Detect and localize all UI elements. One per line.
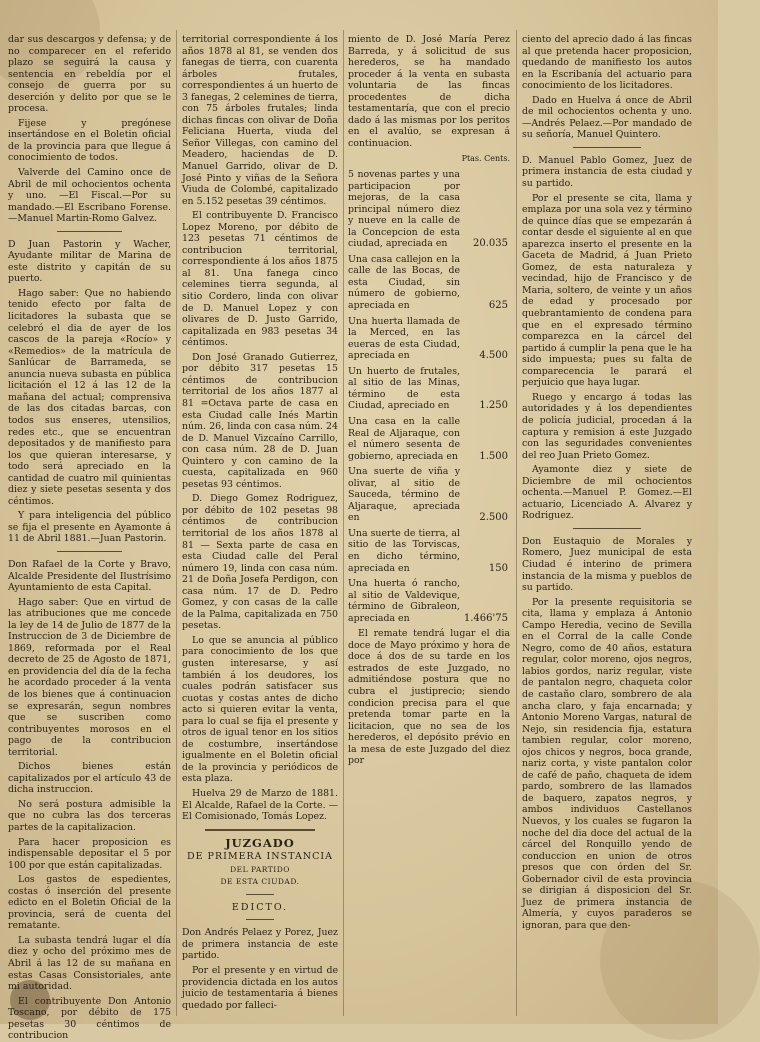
section-title: JUZGADO (225, 835, 295, 850)
paragraph: miento de D. José María Perez Barreda, y á solicitud de sus herederos, se ha mandado proceder á la venta en subasta voluntaria de las fincas procedentes de dicha testamentaría, que con el precio dado á las mismas por los peritos en el avalúo, se expresan á continuacion. (348, 34, 510, 149)
paragraph: Por el presente se cita, llama y emplaza por una sola vez y término de quince días que se empezarán á contar desde el siguiente al en que aparezca inserto el presente en la Gaceta de Madrid, á Juan Prieto Gomez, de esta naturaleza y vecindad, hijo de Francisco y de Maria, soltero, de veinte y un años de edad y procesado por quebrantamiento de condena para que en el expresado término comparezca en la cárcel del partido á cumplir la pena que le ha sido impuesta; pues su falta de comparecencia le parará el perjuicio que haya lugar. (522, 192, 692, 389)
section-divider (573, 147, 641, 148)
notice-heading: D Juan Pastorin y Wacher, Ayudante militar de Marina de este distrito y capitán de su puerto. (8, 238, 171, 285)
lot-item (348, 466, 510, 524)
column-4 (522, 34, 692, 1014)
lot-item (348, 316, 510, 362)
lot-item (348, 416, 510, 462)
lot-amount: 1.466'75 (463, 612, 508, 624)
paragraph: No será postura admisible la que no cubra las dos terceras partes de la capitalizacion. (8, 798, 171, 833)
notice-heading: Don Eustaquio de Morales y Romero, Juez municipal de esta Ciudad é interino de primera instancia de la misma y pueblos de su partido. (522, 535, 692, 594)
paragraph: Para hacer proposicion es indispensable depositar el 5 por 100 por que están capitalizadas. (8, 836, 171, 871)
paragraph: Y para inteligencia del público se fija el presente en Ayamonte á 11 de Abril 1881.—Juan Pastorin. (8, 510, 171, 545)
paragraph: Lo que se anuncia al público para conocimiento de los que gusten interesarse, y así también á los deudores, los cuales podrán satisfacer sus cuotas y costas antes de dicho acto si quieren evitar la venta, para lo cual se fija el presente y otros de igual tenor en los sitios de costumbre, insertándose igualmente en el Boletin oficial de la provincia y periódicos de esta plaza. (182, 634, 338, 785)
paragraph: Ruego y encargo á todas las autoridades y á los dependientes de policía judicial, procedan á la captura y remision á este Juzgado con las seguridades convenientes del reo Juan Prieto Gomez. (522, 391, 692, 461)
paragraph: El remate tendrá lugar el dia doce de Mayo próximo y hora de doce á dos de su tarde en los estrados de este Juzgado, no admitiéndose postura que no cubra el justiprecio; siendo condicion precisa para el que pretenda tomar parte en la licitacion, que no sea de los herederos, el depósito prévio en la mesa de este Juzgado del diez por (348, 628, 510, 767)
lot-amount: 625 (488, 300, 508, 312)
paragraph: Por la presente requisitoria se cita, llama y emplaza á Antonio Campo Heredia, vecino de Sevilla en el Corral de la calle Conde Negro, como de 40 años, estatura regular, color moreno, ojos negros, labios gordos, nariz regular, viste de pantalon negro, chaqueta color de castaño claro, sombrero de ala ancha claro, y faja encarnada; y Antonio Moreno Vargas, natural de Nejo, sin residencia fija, estatura tambien regular, color moreno, ojos chicos y negros, boca grande, nariz corta, y viste pantalon color de café de paño, chaqueta de idem pardo, sombrero de las llamados de baquero, zapatos negros, y ambos individuos Castellanos Nuevos, y los cuales se fugaron la noche del dia doce del actual de la cárcel del Ronquillo yendo de conduccion en union de otros presos que con órden del Sr. Gobernador civil de esta provincia se dirigian á disposicion del Sr. Juez de primera instancia de Almería, y cuyos paraderos se ignoran, para que den- (522, 596, 692, 931)
amount-column-header: Ptas. Cents. (461, 154, 510, 164)
lot-amount: 1.500 (479, 450, 508, 462)
lot-description: Una casa callejon en la calle de las Bocas, de esta Ciudad, sin número de gobierno, apreciada en (348, 253, 460, 312)
lot-amount: 150 (488, 562, 508, 574)
section-subtitle: DEL PARTIDO (230, 864, 290, 874)
notice-heading: D. Manuel Pablo Gomez, Juez de primera instancia de esta ciudad y su partido. (522, 154, 692, 190)
notice-heading: Don Andrés Pelaez y Porez, Juez de primera instancia de este partido. (182, 927, 338, 962)
paragraph: El contribuyente D. Francisco Lopez Moreno, por débito de 123 pesetas 71 céntimos de contribucion territorial, correspondiente á los años 1875 al 81. Una fanega cinco celemines tierra segunda, al sitio Cordero, linda con olivar de D. Manuel Lopez y con olivares de D. Justo Garrido, capitalizada en 983 pesetas 34 céntimos. (182, 210, 338, 349)
paragraph: Los gastos de espedientes, costas ó inserción del presente edicto en el Boletin Oficial de la provincia, será de cuenta del rematante. (8, 874, 171, 932)
paragraph: dar sus descargos y defensa; y de no comparecer en el referido plazo se seguirá la causa y sentencia en rebeldía por el consejo de guerra por su deserción y delito por que se le procesa. (8, 34, 171, 115)
lot-item (348, 366, 510, 412)
lot-item (348, 578, 510, 624)
paragraph: Dichos bienes están capitalizados por el artículo 43 de dicha instruccion. (8, 761, 171, 796)
lot-amount: 1.250 (479, 400, 508, 412)
lot-description: Una suerte de tierra, al sitio de las Torviscas, en dicho término, apreciada en (348, 527, 460, 574)
paragraph: territorial correspondiente á los años 1878 al 81, se venden dos fanegas de tierra, con cuarenta árboles frutales, correspondientes á un huerto de 3 fanegas, 2 celemines de tierra, con 75 árboles frutales; linda dichas fincas con olivar de Doña Feliciana Huerta, viuda del Señor Villegas, con camino del Meadero, haciendas de D. Manuel Garrido, olivar de D. José Pinto y viñas de la Señora Viuda de Colombé, capitalizado en 5.152 pesetas 39 céntimos. (182, 34, 338, 207)
section-divider (57, 231, 122, 232)
lot-item (348, 169, 510, 250)
paragraph: Hago saber: Que no habiendo tenido efecto por falta de licitadores la subasta que se celebró el dia de ayer de los cascos de la pareja «Rocío» y «Remedios» de la matrícula de Sanlúcar de Barrameda, se anuncia nueva subasta en pública licitación el 12 á las 12 de la mañana del actual; comprensiva de las dos citadas barcas, con todos sus enseres, utensilios, redes etc., que se encuentran depositados y de manifiesto para los que quieran interesarse, y todo será apreciado en la cantidad de cuatro mil quinientas diez y siete pesetas sesenta y dos céntimos. (8, 287, 171, 507)
column-2 (182, 34, 338, 1014)
lot-description: Una suerte de viña y olivar, al sitio de Sauceda, término de Aljaraque, apreciada en (348, 466, 460, 524)
paragraph: Huelva 29 de Marzo de 1881. El Alcalde, Rafael de la Corte. —El Comisionado, Tomás Lopez. (182, 788, 338, 823)
section-subtitle: DE ESTA CIUDAD. (220, 877, 300, 887)
lot-item (348, 254, 510, 312)
section-divider (205, 829, 314, 831)
section-divider (573, 528, 641, 529)
column-rule (343, 30, 344, 1016)
column-3 (348, 34, 510, 1014)
lot-item (348, 528, 510, 574)
section-subtitle: DE PRIMERA INSTANCIA (186, 851, 333, 863)
lot-description: Una huerta ó rancho, al sitio de Valdevique, término de Gibraleon, apreciada en (348, 578, 460, 624)
lot-amount: 4.500 (479, 350, 508, 362)
lot-description: Una huerta llamada de la Merced, en las eueras de esta Ciudad, apreciada en (348, 315, 460, 362)
paragraph: La subasta tendrá lugar el día diez y ocho del próximo mes de Abril á las 12 de su mañana en estas Casas Consistoriales, ante mi autoridad. (8, 934, 171, 993)
paragraph: Hago saber: Que en virtud de las atribuciones que me concede la ley de 14 de Julio de 1877 de la Instruccion de 3 de Diciembre de 1869, reformada por el Real decreto de 25 de Agosto de 1871, en providencia del día de la fecha he acordado proceder á la venta de los bienes que á continuacion se expresarán, segun nombres que se suscriben como contribuyentes morosos en el pago de la contribucion territorial. (8, 596, 171, 758)
paragraph: El contribuyente Don Antonio Toscano, por débito de 175 pesetas 30 céntimos de contribucion (8, 995, 171, 1042)
paragraph: Dado en Huelva á once de Abril de mil ochocientos ochenta y uno.—Andrés Pelaez.—Por mandado de su señoría, Manuel Quintero. (522, 94, 692, 141)
lot-description: Una casa en la calle Real de Aljaraque, con el número sesenta de gobierno, apreciada en (348, 415, 460, 462)
section-divider (246, 919, 274, 920)
paragraph: Don José Granado Gutierrez, por débito 317 pesetas 15 céntimos de contribucion territorial de los años 1877 al 81 =Octava parte de casa en esta Ciudad calle Inés Martin núm. 26, linda con casa núm. 24 de D. Manuel Vizcaíno Carrillo, con casa núm. 28 de D. Juan Quintero y con camino de la cuesta, capitalizada en 960 pesetas 93 céntimos. (182, 351, 338, 490)
lot-description: 5 novenas partes y una participacion por mejoras, de la casa principal número diez y nueve en la calle de la Concepcion de esta ciudad, apreciada en (348, 169, 460, 250)
lot-amount: 20.035 (473, 238, 508, 250)
column-rule (176, 30, 177, 1016)
paragraph: ciento del aprecio dado á las fincas al que pretenda hacer proposicion, quedando de manifiesto los autos en la Escribanía del actuario para conocimiento de los licitadores. (522, 34, 692, 92)
paragraph: Fijese y pregónese insertándose en el Boletin oficial de la provincia para que llegue á conocimiento de todos. (8, 117, 171, 164)
paragraph: Valverde del Camino once de Abril de mil ochocientos ochenta y uno. —El Fiscal.—Por su mandado.—El Escribano Forense.—Manuel Martin-Romo Galvez. (8, 167, 171, 225)
paragraph: Por el presente y en virtud de providencia dictada en los autos juicio de testamentaria á bienes quedado por falleci- (182, 965, 338, 1011)
column-rule (516, 30, 517, 1016)
paragraph: Ayamonte diez y siete de Diciembre de mil ochocientos ochenta.—Manuel P. Gomez.—El actuario, Licenciado A. Alvarez y Rodriguez. (522, 464, 692, 522)
edict-heading: EDICTO. (231, 901, 289, 913)
section-divider (246, 894, 274, 895)
paragraph: D. Diego Gomez Rodriguez, por débito de 102 pesetas 98 céntimos de contribucion territorial de los años 1878 al 81 — Sexta parte de casa en esta Ciudad calle del Peral número 19, linda con casa núm. 21 de Doña Josefa Perdigon, con casa núm. 17 de D. Pedro Gomez, y con casas de la calle de la Palma, capitalizada en 750 pesetas. (182, 493, 338, 632)
section-divider (57, 551, 122, 552)
notice-heading: Don Rafael de la Corte y Bravo, Alcalde Presidente del Ilustrísimo Ayuntamiento de esta Capital. (8, 558, 171, 594)
column-1 (8, 34, 171, 1042)
lot-amount: 2.500 (479, 512, 508, 524)
lot-description: Un huerto de frutales, al sitio de las Minas, término de esta Ciudad, apreciado en (348, 365, 460, 412)
